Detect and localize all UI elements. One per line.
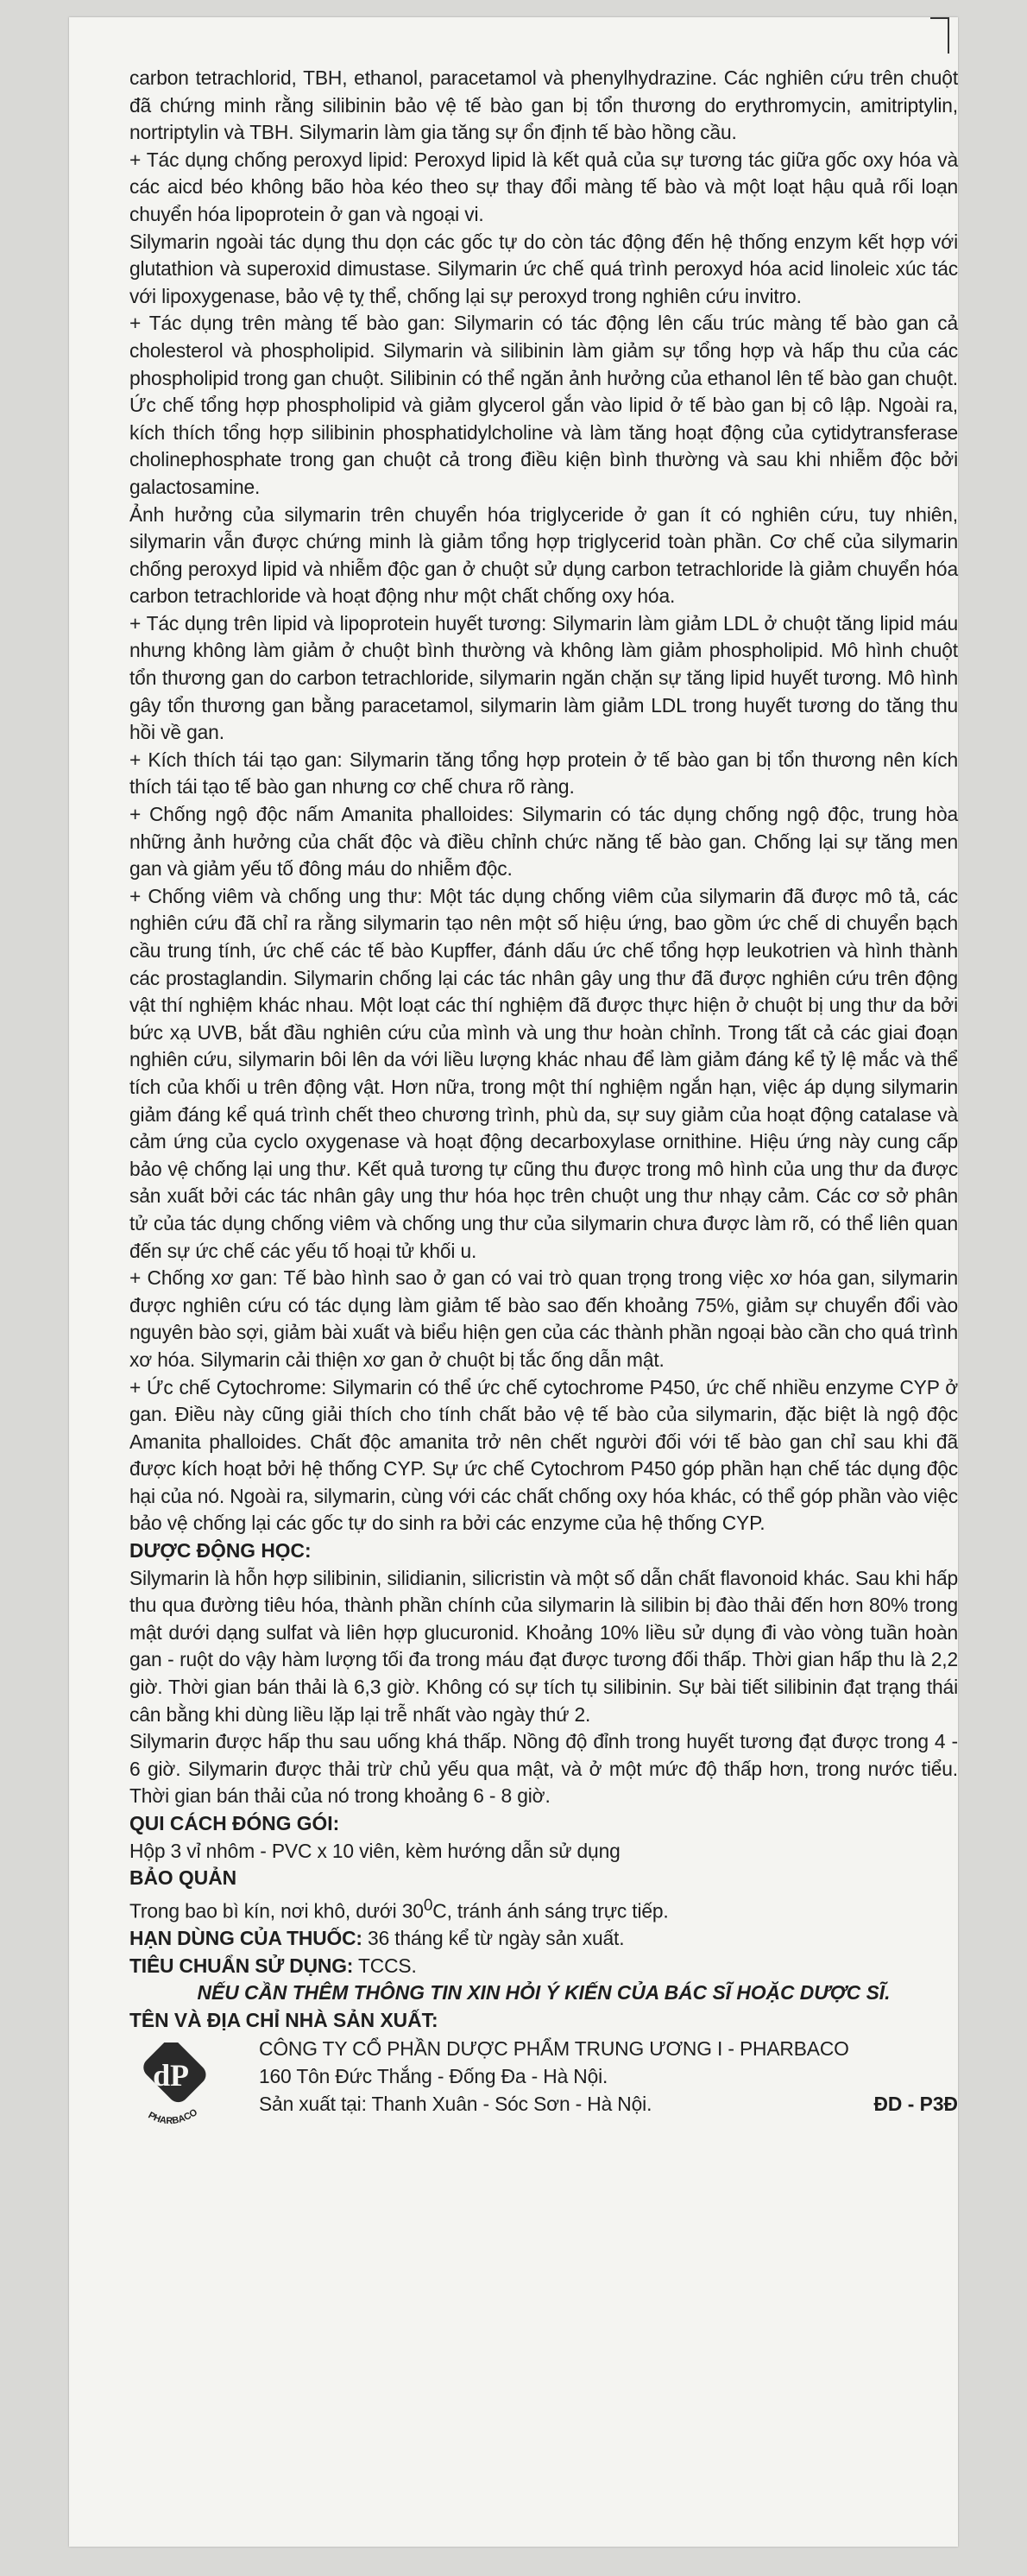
storage-text-part: C, tránh ánh sáng trực tiếp. <box>432 1899 669 1923</box>
manufacturer-block <box>129 2036 958 2127</box>
company-name: CÔNG TY CỔ PHẦN DƯỢC PHẨM TRUNG ƯƠNG I - PHARBACO <box>259 2037 849 2061</box>
paragraph: Ảnh hưởng của silymarin trên chuyển hóa triglyceride ở gan ít có nghiên cứu, tuy nhiên, silymarin vẫn được chứng minh là giảm tổng hợp triglycerid toàn phần. Cơ chế của silymarin chống peroxyd lipid và nhiễm độc gan ở chuột sử dụng carbon tetrachloride là giảm chuyển hóa carbon tetrachloride và hoạt động như một chất chống oxy hóa. <box>129 502 958 608</box>
storage-text <box>129 1892 958 1925</box>
packaging-title: QUI CÁCH ĐÓNG GÓI: <box>129 1812 340 1834</box>
storage-title: BẢO QUẢN <box>129 1866 237 1890</box>
svg-text:PHARBACO: PHARBACO <box>146 2107 199 2127</box>
leaflet-content <box>129 65 958 2127</box>
paragraph: + Tác dụng trên lipid và lipoprotein huyết tương: Silymarin làm giảm LDL ở chuột tăng lipid máu nhưng không làm giảm ở chuột bình thường và không làm giảm phospholipid. Mô hình chuột tổn thương gan do carbon tetrachloride, silymarin ngăn chặn sự tăng lipid huyết tương. Mô hình gây tổn thương gan bằng paracetamol, silymarin làm giảm LDL trong huyết tương do tăng thu hồi về gan. <box>129 611 958 744</box>
company-address: 160 Tôn Đức Thắng - Đống Đa - Hà Nội. <box>259 2064 608 2087</box>
production-site: Sản xuất tại: Thanh Xuân - Sóc Sơn - Hà Nội. <box>259 2092 652 2115</box>
crop-mark <box>930 17 949 54</box>
paragraph: carbon tetrachlorid, TBH, ethanol, paracetamol và phenylhydrazine. Các nghiên cứu trên chuột đã chứng minh rằng silibinin bảo vệ tế bào gan bị tổn thương do erythromycin, amitriptylin, nortriptylin và TBH. Silymarin làm gia tăng sự ổn định tế bào hồng cầu. <box>129 66 958 144</box>
packaging-text: Hộp 3 vỉ nhôm - PVC x 10 viên, kèm hướng dẫn sử dụng <box>129 1839 621 1862</box>
shelf-life <box>129 1925 958 1953</box>
document-code: ĐD - P3Đ <box>873 2092 958 2115</box>
paragraph: + Chống viêm và chống ung thư: Một tác dụng chống viêm của silymarin đã được mô tả, các nghiên cứu đã chỉ ra rằng silymarin tạo nên một số hiệu ứng, bao gồm ức chế di chuyển bạch cầu trung tính, ức chế các tế bào Kupffer, đánh dấu ức chế tổng hợp leukotrien và hình thành các prostaglandin. Silymarin chống lại các tác nhân gây ung thư đã được nghiên cứu trên động vật thí nghiệm khác nhau. Một loạt các thí nghiệm đã được thực hiện ở chuột bị ung thư da bởi bức xạ UVB, bắt đầu nghiên cứu của mình và ung thư hoàn chỉnh. Trong tất cả các giai đoạn nghiên cứu, silymarin bôi lên da với liều lượng khác nhau để làm giảm đáng kể tỷ lệ mắc và thể tích của khối u trên động vật. Hơn nữa, trong một thí nghiệm ngắn hạn, việc áp dụng silymarin giảm đáng kể quá trình chết theo chương trình, phù da, sự suy giảm của hoạt động catalase và cảm ứng của cyclo oxygenase và hoạt động decarboxylase ornithine. Hiệu ứng này cung cấp bảo vệ chống lại ung thư. Kết quả tương tự cũng thu được trong mô hình của ung thư da được sản xuất bởi các tác nhân gây ung thư hóa học trên chuột ung thư nhạy cảm. Các cơ sở phân tử của tác dụng chống viêm và chống ung thư của silymarin chưa được làm rõ, có thể liên quan đến sự ức chế các yếu tố hoại tử khối u. <box>129 884 958 1262</box>
paragraph: Silymarin là hỗn hợp silibinin, silidianin, silicristin và một số dẫn chất flavonoid khác. Sau khi hấp thu qua đường tiêu hóa, thành phần chính của silymarin là silibin bị đào thải đến hơn 80% trong mật dưới dạng sulfat và liên hợp glucuronid. Khoảng 10% liều sử dụng đi vào vòng tuần hoàn gan - ruột do vậy hàm lượng tối đa trong máu đạt được tương đối thấp. Thời gian hấp thu là 2,2 giờ. Thời gian bán thải là 6,3 giờ. Không có sự tích tụ silibinin. Sự bài tiết silibinin đạt trạng thái cân bằng khi dùng liều lặp lại trễ nhất vào ngày thứ 2. <box>129 1566 958 1726</box>
pharbaco-logo-icon <box>129 2042 212 2137</box>
paragraph: + Chống xơ gan: Tế bào hình sao ở gan có vai trò quan trọng trong việc xơ hóa gan, silymarin được nghiên cứu có tác dụng làm giảm tế bào sao đến khoảng 75%, giảm sự chuyển đổi vào nguyên bào sợi, giảm bài xuất và biểu hiện gen của các thành phần ngoại bào cần cho quá trình xơ hóa. Silymarin cải thiện xơ gan ở chuột bị tắc ống dẫn mật. <box>129 1266 958 1371</box>
paragraph: Silymarin được hấp thu sau uống khá thấp. Nồng độ đỉnh trong huyết tương đạt được trong 4 - 6 giờ. Silymarin được thải trừ chủ yếu qua mật, và ở một mức độ thấp hơn, trong nước tiểu. Thời gian bán thải của nó trong khoảng 6 - 8 giờ. <box>129 1730 958 1808</box>
paragraph: + Kích thích tái tạo gan: Silymarin tăng tổng hợp protein ở tế bào gan bị tổn thương nên kích thích tái tạo tế bào gan nhưng cơ chế chưa rõ ràng. <box>129 748 958 799</box>
degree-superscript: 0 <box>423 1896 433 1915</box>
shelf-life-title: HẠN DÙNG CỦA THUỐC: <box>129 1926 362 1949</box>
svg-text:dP: dP <box>153 2058 189 2093</box>
advice-note: NẾU CẦN THÊM THÔNG TIN XIN HỎI Ý KIẾN CỦA BÁC SĨ HOẶC DƯỢC SĨ. <box>197 1981 891 2005</box>
storage-text-part: Trong bao bì kín, nơi khô, dưới 30 <box>129 1899 424 1923</box>
standard-text: TCCS. <box>353 1954 417 1977</box>
leaflet-sheet <box>69 17 958 2547</box>
paragraph: + Ức chế Cytochrome: Silymarin có thể ức chế cytochrome P450, ức chế nhiều enzyme CYP ở gan. Điều này cũng giải thích cho tính chất bảo vệ tế bào của silymarin, đặc biệt là ngộ độc Amanita phalloides. Chất độc amanita trở nên chết người đối với tế bào gan chỉ sau khi đã được kích hoạt bởi hệ thống CYP. Sự ức chế Cytochrom P450 góp phần hạn chế tác dụng độc hại của nó. Ngoài ra, silymarin, cùng với các chất chống oxy hóa khác, có thể góp phần vào việc bảo vệ chống lại các gốc tự do sinh ra bởi các enzyme của hệ thống CYP. <box>129 1375 958 1535</box>
standard <box>129 1953 958 1980</box>
pharmacokinetics-title: DƯỢC ĐỘNG HỌC: <box>129 1539 312 1563</box>
standard-title: TIÊU CHUẨN SỬ DỤNG: <box>129 1954 354 1977</box>
paragraph: Silymarin ngoài tác dụng thu dọn các gốc tự do còn tác động đến hệ thống enzym kết hợp với glutathion và superoxid dimustase. Silymarin ức chế quá trình peroxyd hóa acid linoleic xúc tác với lipoxygenase, bảo vệ tỵ thể, chống lại sự peroxyd trong nghiên cứu invitro. <box>129 230 958 307</box>
paragraph: + Tác dụng chống peroxyd lipid: Peroxyd lipid là kết quả của sự tương tác giữa gốc oxy hóa và các aicd béo không bão hòa kéo theo sự thay đổi màng tế bào và một loạt hậu quả rối loạn chuyển hóa lipoprotein ở gan và ngoại vi. <box>129 148 958 225</box>
manufacturer-title: TÊN VÀ ĐỊA CHỈ NHÀ SẢN XUẤT: <box>129 2008 438 2031</box>
paragraph: + Tác dụng trên màng tế bào gan: Silymarin có tác động lên cấu trúc màng tế bào gan cả cholesterol và phospholipid. Silymarin và silibinin làm giảm sự tổng hợp và hấp thu của các phospholipid trong gan chuột. Silibinin có thể ngăn ảnh hưởng của ethanol lên tế bào gan chuột. Ức chế tổng hợp phospholipid và giảm glycerol gắn vào lipid ở tế bào gan bị cô lập. Ngoài ra, kích thích tổng hợp silibinin phosphatidylcholine và làm tăng hoạt động của cytidytransferase cholinephosphate trong gan chuột cả trong điều kiện bình thường và sau khi nhiễm độc bởi galactosamine. <box>129 312 958 498</box>
paragraph: + Chống ngộ độc nấm Amanita phalloides: Silymarin có tác dụng chống ngộ độc, trung hòa những ảnh hưởng của chất độc và điều chỉnh chức năng tế bào gan. Chống lại sự tăng men gan và giảm yếu tố đông máu do nhiễm độc. <box>129 803 958 881</box>
shelf-life-text: 36 tháng kể từ ngày sản xuất. <box>362 1926 625 1949</box>
